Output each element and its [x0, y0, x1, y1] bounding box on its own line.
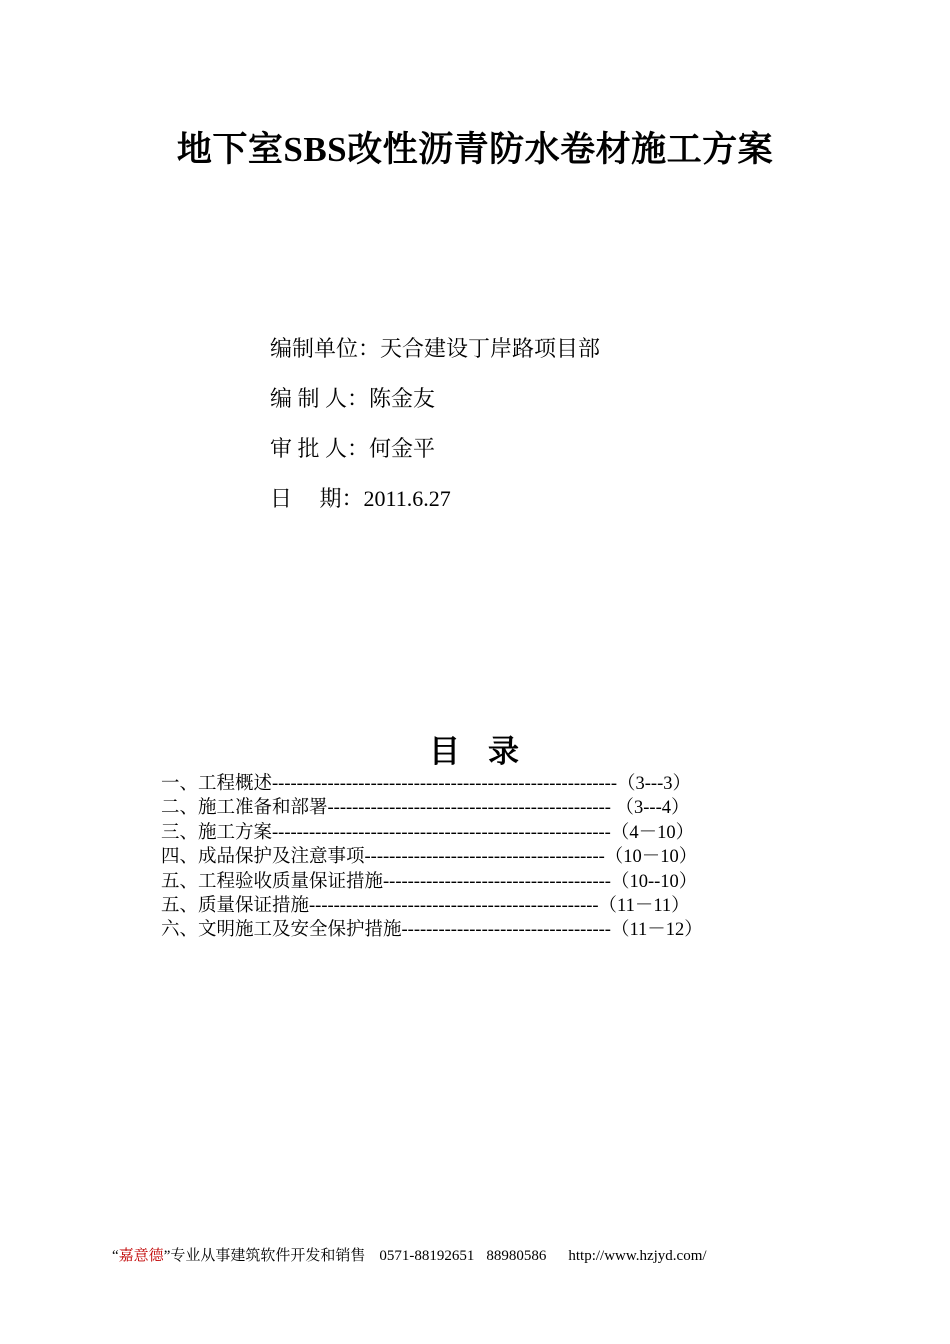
meta-value: 何金平 [369, 436, 436, 461]
toc-item[interactable]: 五、质量保证措施-----------------------------------------------（11－11） [161, 895, 690, 916]
meta-label: 日 期： [270, 486, 364, 511]
footer-phone-2: 88980586 [486, 1248, 547, 1264]
meta-label: 编制单位： [270, 336, 381, 361]
toc-item[interactable]: 五、工程验收质量保证措施-------------------------------------（10--10） [161, 871, 698, 892]
toc-item[interactable]: 三、施工方案-------------------------------------------------------（4－10） [161, 822, 695, 843]
footer-close-quote: ” [163, 1248, 171, 1264]
meta-row-date [270, 482, 600, 532]
toc-item[interactable]: 一、工程概述--------------------------------------------------------（3---3） [161, 774, 691, 794]
meta-row-unit [270, 332, 600, 382]
document-title: 地下室SBS改性沥青防水卷材施工方案 [176, 130, 774, 169]
toc-heading-right: 录 [488, 734, 521, 769]
toc-heading-left: 目 [429, 734, 462, 769]
meta-label: 审 批 人： [270, 436, 370, 461]
meta-row-author [270, 382, 600, 432]
footer-phone-1: 0571-88192651 [379, 1248, 475, 1264]
page-footer [112, 1244, 707, 1265]
toc-item[interactable]: 六、文明施工及安全保护措施----------------------------------（11－12） [161, 920, 703, 941]
meta-value: 2011.6.27 [363, 486, 451, 511]
footer-slogan: 专业从事建筑软件开发和销售 [170, 1248, 366, 1264]
meta-label: 编 制 人： [270, 386, 370, 411]
meta-value: 陈金友 [369, 386, 436, 411]
toc-item[interactable]: 二、施工准备和部署---------------------------------------------- （3---4） [161, 798, 690, 819]
footer-url[interactable]: http://www.hzjyd.com/ [568, 1248, 707, 1264]
document-meta [270, 332, 600, 532]
toc-item[interactable]: 四、成品保护及注意事项---------------------------------------（10－10） [161, 847, 698, 868]
footer-open-quote: “ [112, 1248, 119, 1264]
toc-heading [0, 726, 950, 771]
meta-value: 天合建设丁岸路项目部 [380, 336, 601, 361]
footer-brand: 嘉意德 [118, 1248, 164, 1264]
meta-row-approver [270, 432, 600, 482]
table-of-contents [161, 772, 821, 943]
